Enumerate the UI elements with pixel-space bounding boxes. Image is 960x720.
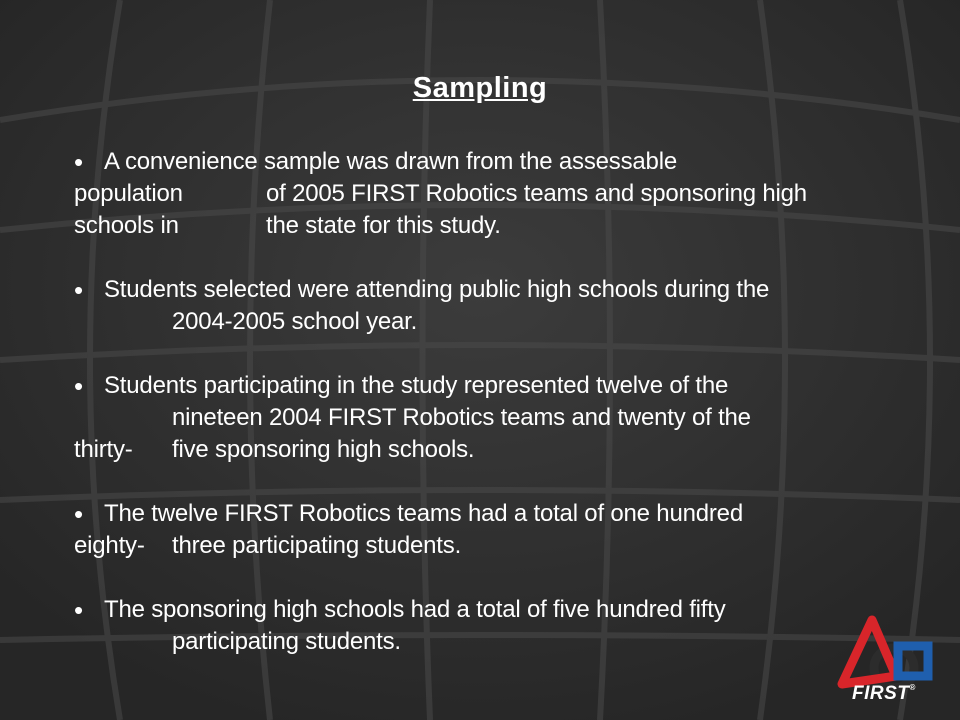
bullet-1-line-1: A convenience sample was drawn from the assessable [104,148,677,175]
bullet-3-line-1: Students participating in the study represented twelve of the [104,372,729,399]
bullet-3-line-3: thirty- [74,436,133,463]
slide-title: Sampling [412,72,548,104]
bullet-5-line-2: participating students. [172,628,401,655]
bullet-4-line-3: three participating students. [172,532,462,559]
bullet-4-line-1: The twelve FIRST Robotics teams had a total of one hundred [104,500,743,527]
bullet-2-line-1: Students selected were attending public high schools during the [104,276,770,303]
bullet-4-marker: • [74,499,84,529]
bullet-4-line-2: eighty- [74,532,145,559]
bullet-3-marker: • [74,371,84,401]
bullet-1-line-3: of 2005 FIRST Robotics teams and sponsoring high [266,180,807,207]
bullet-1-marker: • [74,147,84,177]
bullet-2-line-2: 2004-2005 school year. [172,308,418,335]
bullet-3-line-2: nineteen 2004 FIRST Robotics teams and twenty of the [172,404,751,431]
bullet-1-line-2: population [74,180,183,207]
bullet-5-marker: • [74,595,84,625]
logo-text: FIRST [852,683,910,704]
bullet-2-marker: • [74,275,84,305]
bullet-1-line-4: schools in [74,212,179,239]
bullet-5-line-1: The sponsoring high schools had a total of five hundred fifty [104,596,726,623]
logo-registered-mark: ® [909,683,916,692]
bullet-1-line-5: the state for this study. [266,212,501,239]
first-logo-wordmark [852,683,916,705]
logo-triangle [842,620,896,684]
bullet-3-line-4: five sponsoring high schools. [172,436,475,463]
